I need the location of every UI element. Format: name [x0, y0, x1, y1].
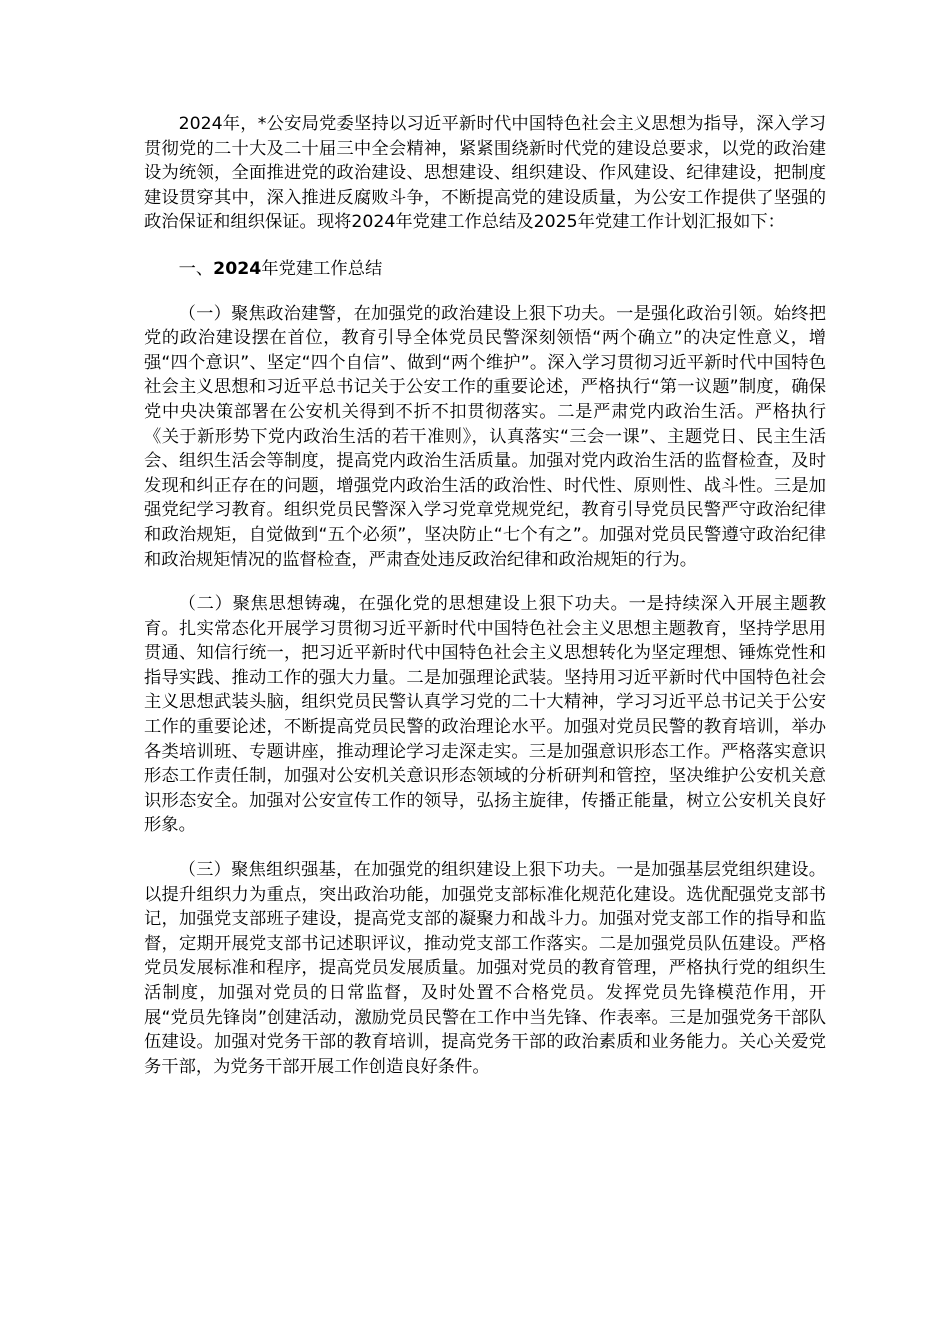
section-heading	[144, 257, 826, 282]
heading-suffix: 年党建工作总结	[261, 258, 383, 279]
intro-paragraph: 2024年，*公安局党委坚持以习近平新时代中国特色社会主义思想为指导，深入学习贯彻党的二十大及二十届三中全会精神，紧紧围绕新时代党的建设总要求，以党的政治建设为统领，全面推进党的政治建设、思想建设、组织建设、作风建设、纪律建设，把制度建设贯穿其中，深入推进反腐败斗争，不断提高党的建设质量，为公安工作提供了坚强的政治保证和组织保证。现将2024年党建工作总结及2025年党建工作计划汇报如下：	[144, 114, 826, 233]
heading-year: 2024	[213, 258, 262, 279]
section-paragraph-3: （三）聚焦组织强基，在加强党的组织建设上狠下功夫。一是加强基层党组织建设。以提升组织力为重点，突出政治功能，加强党支部标准化规范化建设。选优配强党支部书记，加强党支部班子建设，提高党支部的凝聚力和战斗力。加强对党支部工作的指导和监督，定期开展党支部书记述职评议，推动党支部工作落实。二是加强党员队伍建设。严格党员发展标准和程序，提高党员发展质量。加强对党员的教育管理，严格执行党的组织生活制度，加强对党员的日常监督，及时处置不合格党员。发挥党员先锋模范作用，开展“党员先锋岗”创建活动，激励党员民警在工作中当先锋、作表率。三是加强党务干部队伍建设。加强对党务干部的教育培训，提高党务干部的政治素质和业务能力。关心关爱党务干部，为党务干部开展工作创造良好条件。	[144, 860, 826, 1077]
document-page	[144, 112, 826, 1079]
heading-prefix: 一、	[178, 258, 214, 279]
section-paragraph-1: （一）聚焦政治建警，在加强党的政治建设上狠下功夫。一是强化政治引领。始终把党的政治建设摆在首位，教育引导全体党员民警深刻领悟“两个确立”的决定性意义，增强“四个意识”、坚定“四个自信”、做到“两个维护”。深入学习贯彻习近平新时代中国特色社会主义思想和习近平总书记关于公安工作的重要论述，严格执行“第一议题”制度，确保党中央决策部署在公安机关得到不折不扣贯彻落实。二是严肃党内政治生活。严格执行《关于新形势下党内政治生活的若干准则》，认真落实“三会一课”、主题党日、民主生活会、组织生活会等制度，提高党内政治生活质量。加强对党内政治生活的监督检查，及时发现和纠正存在的问题，增强党内政治生活的政治性、时代性、原则性、战斗性。三是加强党纪学习教育。组织党员民警深入学习党章党规党纪，教育引导党员民警严守政治纪律和政治规矩，自觉做到“五个必须”，坚决防止“七个有之”。加强对党员民警遵守政治纪律和政治规矩情况的监督检查，严肃查处违反政治纪律和政治规矩的行为。	[144, 303, 826, 570]
section-paragraph-2: （二）聚焦思想铸魂，在强化党的思想建设上狠下功夫。一是持续深入开展主题教育。扎实常态化开展学习贯彻习近平新时代中国特色社会主义思想主题教育，坚持学思用贯通、知信行统一，把习近平新时代中国特色社会主义思想转化为坚定理想、锤炼党性和指导实践、推动工作的强大力量。二是加强理论武装。坚持用习近平新时代中国特色社会主义思想武装头脑，组织党员民警认真学习党的二十大精神，学习习近平总书记关于公安工作的重要论述，不断提高党员民警的政治理论水平。加强对党员民警的教育培训，举办各类培训班、专题讲座，推动理论学习走深走实。三是加强意识形态工作。严格落实意识形态工作责任制，加强对公安机关意识形态领域的分析研判和管控，坚决维护公安机关意识形态安全。加强对公安宣传工作的领导，弘扬主旋律，传播正能量，树立公安机关良好形象。	[144, 594, 826, 836]
